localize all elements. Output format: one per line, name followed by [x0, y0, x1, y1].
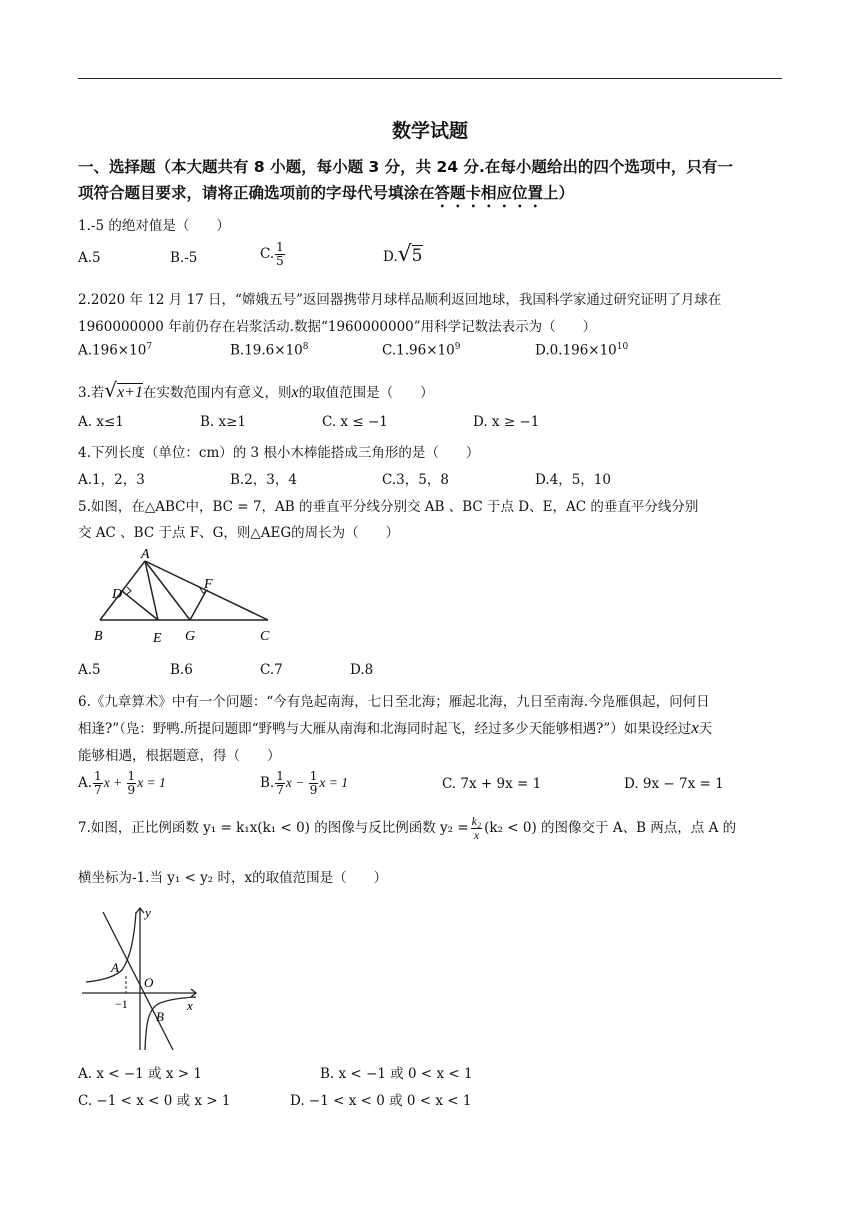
q1-stem: 1.-5 的绝对值是（ ） — [78, 218, 230, 234]
page-title: 数学试题 — [391, 120, 468, 142]
q6-option-b: B. $\frac{1}{7}$ x − $\frac{1}{9}$ x = 1 — [260, 769, 348, 797]
q3-option-c: C. x ≤ −1 — [322, 414, 388, 430]
q6-line2: 相逢?”（凫：野鸭.所提问题即“野鸭与大雁从南海和北海同时起飞，经过多少天能够相遇?”）如果设经过x天 — [78, 718, 713, 737]
label-b: B — [156, 1009, 164, 1024]
label-neg1: −1 — [115, 997, 128, 1011]
q5-option-c: C.7 — [260, 662, 283, 678]
q7-option-b: B. x < −1 或 0 < x < 1 — [320, 1066, 473, 1082]
label-e: E — [153, 631, 162, 646]
q2-option-d: $D.0.196\times 10^{10}$ — [535, 342, 629, 359]
q1-option-b: B.-5 — [170, 250, 198, 266]
right-angle-d — [126, 587, 131, 595]
q4-option-a: A.1，2，3 — [78, 472, 145, 488]
q7-option-d: D. −1 < x < 0 或 0 < x < 1 — [290, 1093, 472, 1109]
q1-option-d: D.√5 — [383, 242, 423, 267]
q5-triangle-figure — [78, 548, 288, 653]
label-x: x — [187, 998, 193, 1013]
q4-option-c: C.3，5，8 — [382, 472, 449, 488]
line-y1 — [103, 912, 173, 1050]
q6-option-a: A. $\frac{1}{7}$ x + $\frac{1}{9}$ x = 1 — [78, 769, 166, 797]
label-d: D — [112, 587, 123, 602]
q7-line2: 横坐标为-1.当 y₁ < y₂ 时，x的取值范围是（ ） — [78, 870, 388, 886]
label-b: B — [94, 629, 103, 644]
q1-option-c: C. $\frac{1}{5}$ — [260, 240, 284, 268]
section-heading-line1: 一、选择题（本大题共有 8 小题，每小题 3 分，共 24 分.在每小题给出的四个选项中，只有一 — [78, 158, 733, 176]
q5-line1: 5.如图，在△ABC中，BC = 7，AB 的垂直平分线分别交 AB 、BC 于点 D、E，AC 的垂直平分线分别 — [78, 499, 699, 515]
q5-option-a: A.5 — [78, 662, 101, 678]
q5-option-b: B.6 — [170, 662, 193, 678]
q6-option-d: D. 9x − 7x = 1 — [624, 776, 724, 792]
q5-line2: 交 AC 、BC 于点 F、G，则△AEG的周长为（ ） — [78, 525, 400, 541]
q7-graph-figure — [78, 900, 208, 1055]
q2-option-a: $A.196\times 10^7$ — [78, 342, 153, 359]
label-y: y — [145, 905, 151, 920]
q6-line3: 能够相遇，根据题意，得（ ） — [78, 748, 281, 764]
label-a: A — [141, 548, 150, 562]
q3-option-b: B. x≥1 — [200, 414, 247, 430]
q1-option-a: A.5 — [78, 250, 101, 266]
q2-option-c: $C.1.96\times 10^9$ — [382, 342, 461, 359]
q7-option-c: C. −1 < x < 0 或 x > 1 — [78, 1093, 231, 1109]
q4-option-d: D.4，5，10 — [535, 472, 611, 488]
q2-line1: 2.2020 年 12 月 17 日，“嫦娥五号”返回器携带月球样品顺利返回地球，我国科学家通过研究证明了月球在 — [78, 292, 722, 308]
q6-option-c: C. 7x + 9x = 1 — [442, 776, 542, 792]
header-rule — [78, 78, 782, 79]
q7-line1: 7.如图，正比例函数 y₁ = k₁x(k₁ < 0) 的图像与反比例函数 y₂ = $\frac{\text{k₂}}{x}$ (k₂ < 0) 的图像交于 A、B 两点，点 A 的 — [78, 814, 737, 842]
segment-fg — [190, 591, 206, 620]
q3-stem: 3.若√x+1在实数范围内有意义，则x的取值范围是（ ） — [78, 378, 434, 402]
label-g: G — [185, 629, 196, 644]
label-o: O — [144, 975, 154, 990]
q7-option-a: A. x < −1 或 x > 1 — [78, 1066, 202, 1082]
q2-option-b: $B.19.6\times 10^8$ — [230, 342, 309, 359]
section-heading-line2: 项符合题目要求，请将正确选项前的字母代号填涂在答题卡相应位置上） — [78, 184, 575, 202]
label-a: A — [111, 960, 119, 975]
q2-line2: 1960000000 年前仍存在岩浆活动.数据“1960000000”用科学记数法表示为（ ） — [78, 319, 597, 335]
label-c: C — [260, 629, 270, 644]
q5-option-d: D.8 — [350, 662, 374, 678]
q3-option-a: A. x≤1 — [78, 414, 124, 430]
label-f: F — [204, 577, 213, 592]
q4-option-b: B.2，3，4 — [230, 472, 297, 488]
q6-line1: 6.《九章算术》中有一个问题：“今有凫起南海，七日至北海；雁起北海，九日至南海.今凫雁俱起，问何日 — [78, 694, 710, 710]
q4-stem: 4.下列长度（单位：cm）的 3 根小木棒能搭成三角形的是（ ） — [78, 445, 480, 461]
q3-option-d: D. x ≥ −1 — [473, 414, 540, 430]
